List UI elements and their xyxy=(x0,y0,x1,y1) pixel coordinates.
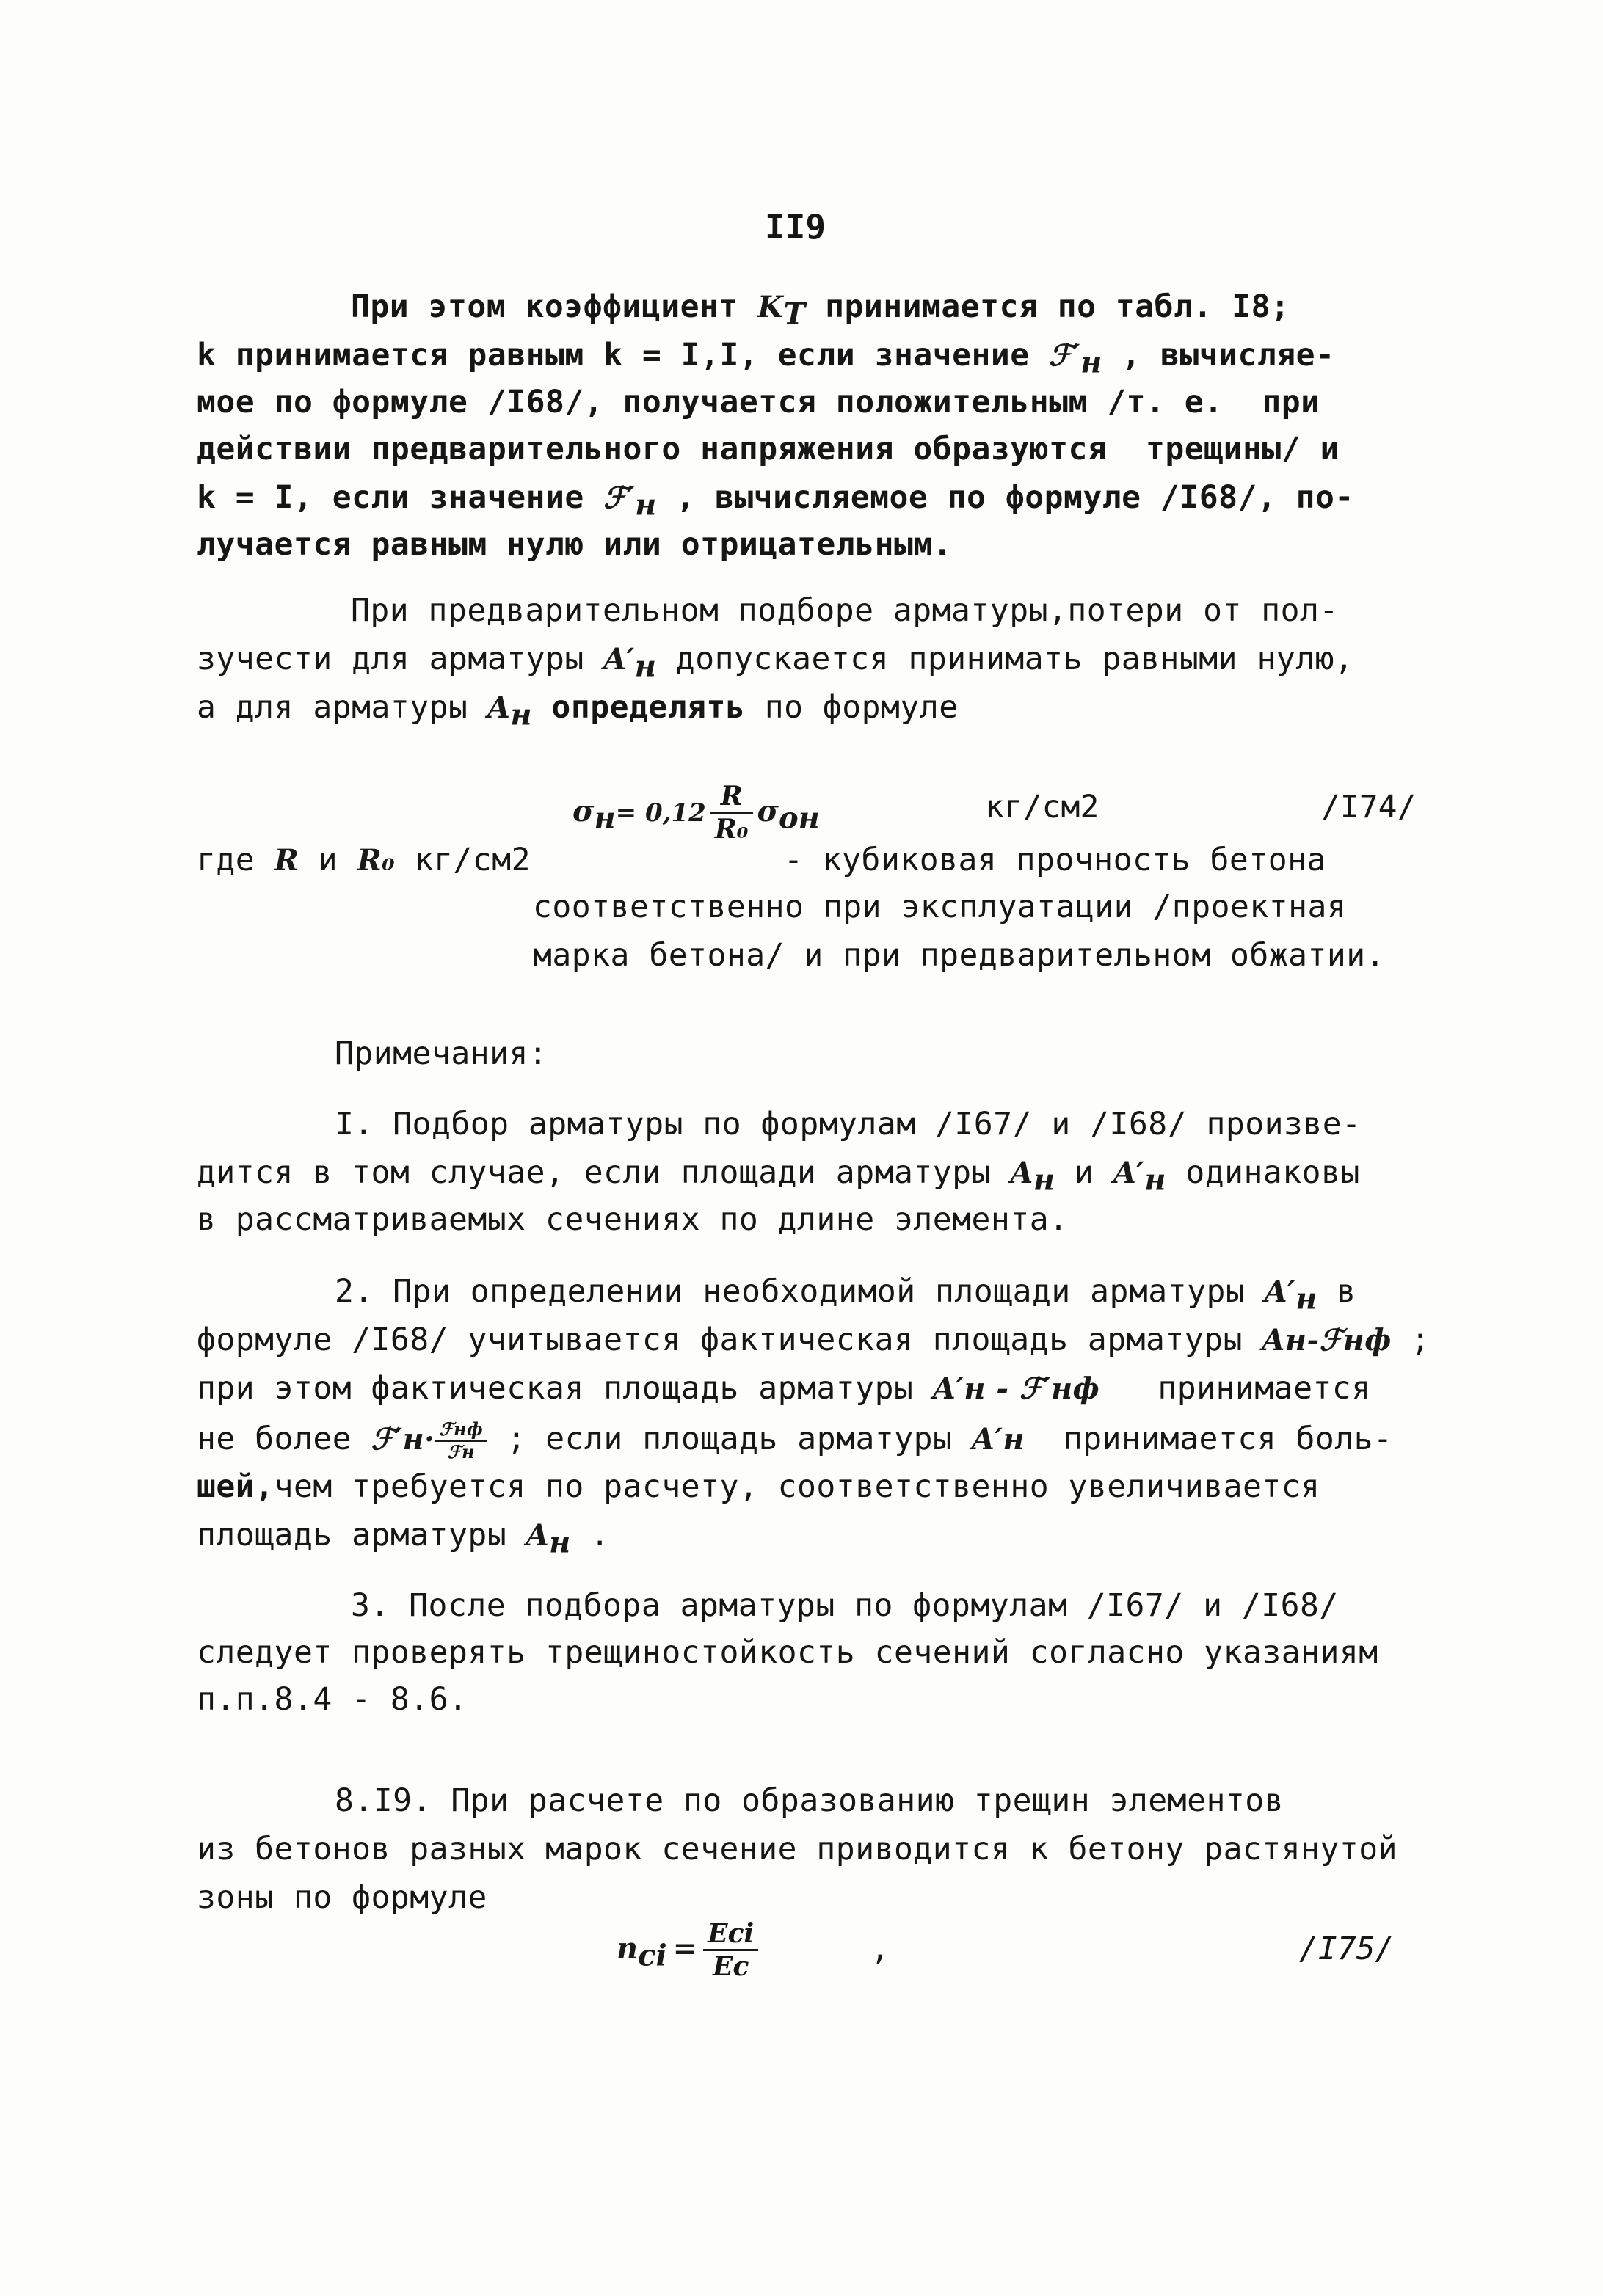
note2-line2: формуле /I68/ учитывается фактическая площадь арматуры Aн-ℱнф ; xyxy=(197,1322,1431,1358)
para1-line3: мое по формуле /I68/, получается положительным /т. е. при xyxy=(197,384,1320,420)
notes-heading: Примечания: xyxy=(335,1035,548,1072)
note1-line1: I. Подбор арматуры по формулам /I67/ и /I68/ произве- xyxy=(335,1106,1362,1142)
formula-174: $\sigma_н= 0,12$ $\frac{R}{\text{R₀}}$ $\sigma_{он}$ xyxy=(572,781,820,845)
para1-line4: действии предварительного напряжения образуются трещины/ и xyxy=(197,431,1340,467)
where-line3: марка бетона/ и при предварительном обжатии. xyxy=(533,937,1386,974)
note3-line3: п.п.8.4 - 8.6. xyxy=(197,1681,468,1718)
note1-line2: дится в том случае, если площади арматуры $A_н$ и $A'_н$ одинаковы xyxy=(197,1154,1360,1198)
formula-175: $n_{ci}$ = $\frac{\text{Eci}}{Ec}$ xyxy=(617,1918,758,1982)
note1-line3: в рассматриваемых сечениях по длине элемента. xyxy=(197,1201,1069,1238)
note2-line6: площадь арматуры $A_н$ . xyxy=(197,1517,610,1560)
formula-175-number: /I75/ xyxy=(1299,1931,1395,1967)
note2-line3: при этом фактическая площадь арматуры A′н - ℱ′нф принимается xyxy=(197,1370,1371,1407)
formula-175-comma: , xyxy=(870,1931,890,1967)
para1-line1: При этом коэффициент $K_T$ принимается по табл. I8; xyxy=(351,288,1290,332)
para2-line1: При предварительном подборе арматуры,потери от пол- xyxy=(351,592,1339,629)
where-line1-desc: - кубиковая прочность бетона xyxy=(784,842,1326,878)
formula-174-units: кг/см2 xyxy=(985,789,1099,826)
where-line1: где R и R₀ кг/см2 xyxy=(197,842,531,878)
para2-line2: зучести для арматуры $A'_н$ допускается принимать равными нулю, xyxy=(197,641,1354,684)
section-8-19-line1: 8.I9. При расчете по образованию трещин элементов xyxy=(335,1782,1284,1819)
formula-174-number: /I74/ xyxy=(1321,789,1417,826)
note2-line5: шей,чем требуется по расчету, соответственно увеличивается xyxy=(197,1468,1320,1505)
coefficient-symbol: K xyxy=(757,290,784,324)
note3-line2: следует проверять трещиностойкость сечений согласно указаниям xyxy=(197,1634,1378,1671)
para1-line6: лучается равным нулю или отрицательным. xyxy=(197,526,953,563)
note2-line1: 2. При определении необходимой площади арматуры $A'_н$ в xyxy=(335,1273,1356,1316)
note2-line4: не более ℱ′н· $\frac{\text{ℱнф}}{\text{ℱн}}$ ; если площадь арматуры A′н принимается боль- xyxy=(197,1418,1393,1462)
para1-line2: k принимается равным k = I,I, если значение $ℱ'_н$ , вычисляе- xyxy=(197,337,1335,380)
section-8-19-line3: зоны по формуле xyxy=(197,1879,487,1916)
para1-line5: k = I, если значение $ℱ'_н$ , вычисляемое по формуле /I68/, по- xyxy=(197,479,1354,522)
para2-line3: а для арматуры $A_н$ определять по формуле xyxy=(197,689,959,732)
section-8-19-line2: из бетонов разных марок сечение приводится к бетону растянутой xyxy=(197,1831,1398,1867)
where-line2: соответственно при эксплуатации /проектная xyxy=(533,889,1347,925)
page-number: II9 xyxy=(765,207,826,247)
note3-line1: 3. После подбора арматуры по формулам /I67/ и /I68/ xyxy=(351,1587,1339,1624)
